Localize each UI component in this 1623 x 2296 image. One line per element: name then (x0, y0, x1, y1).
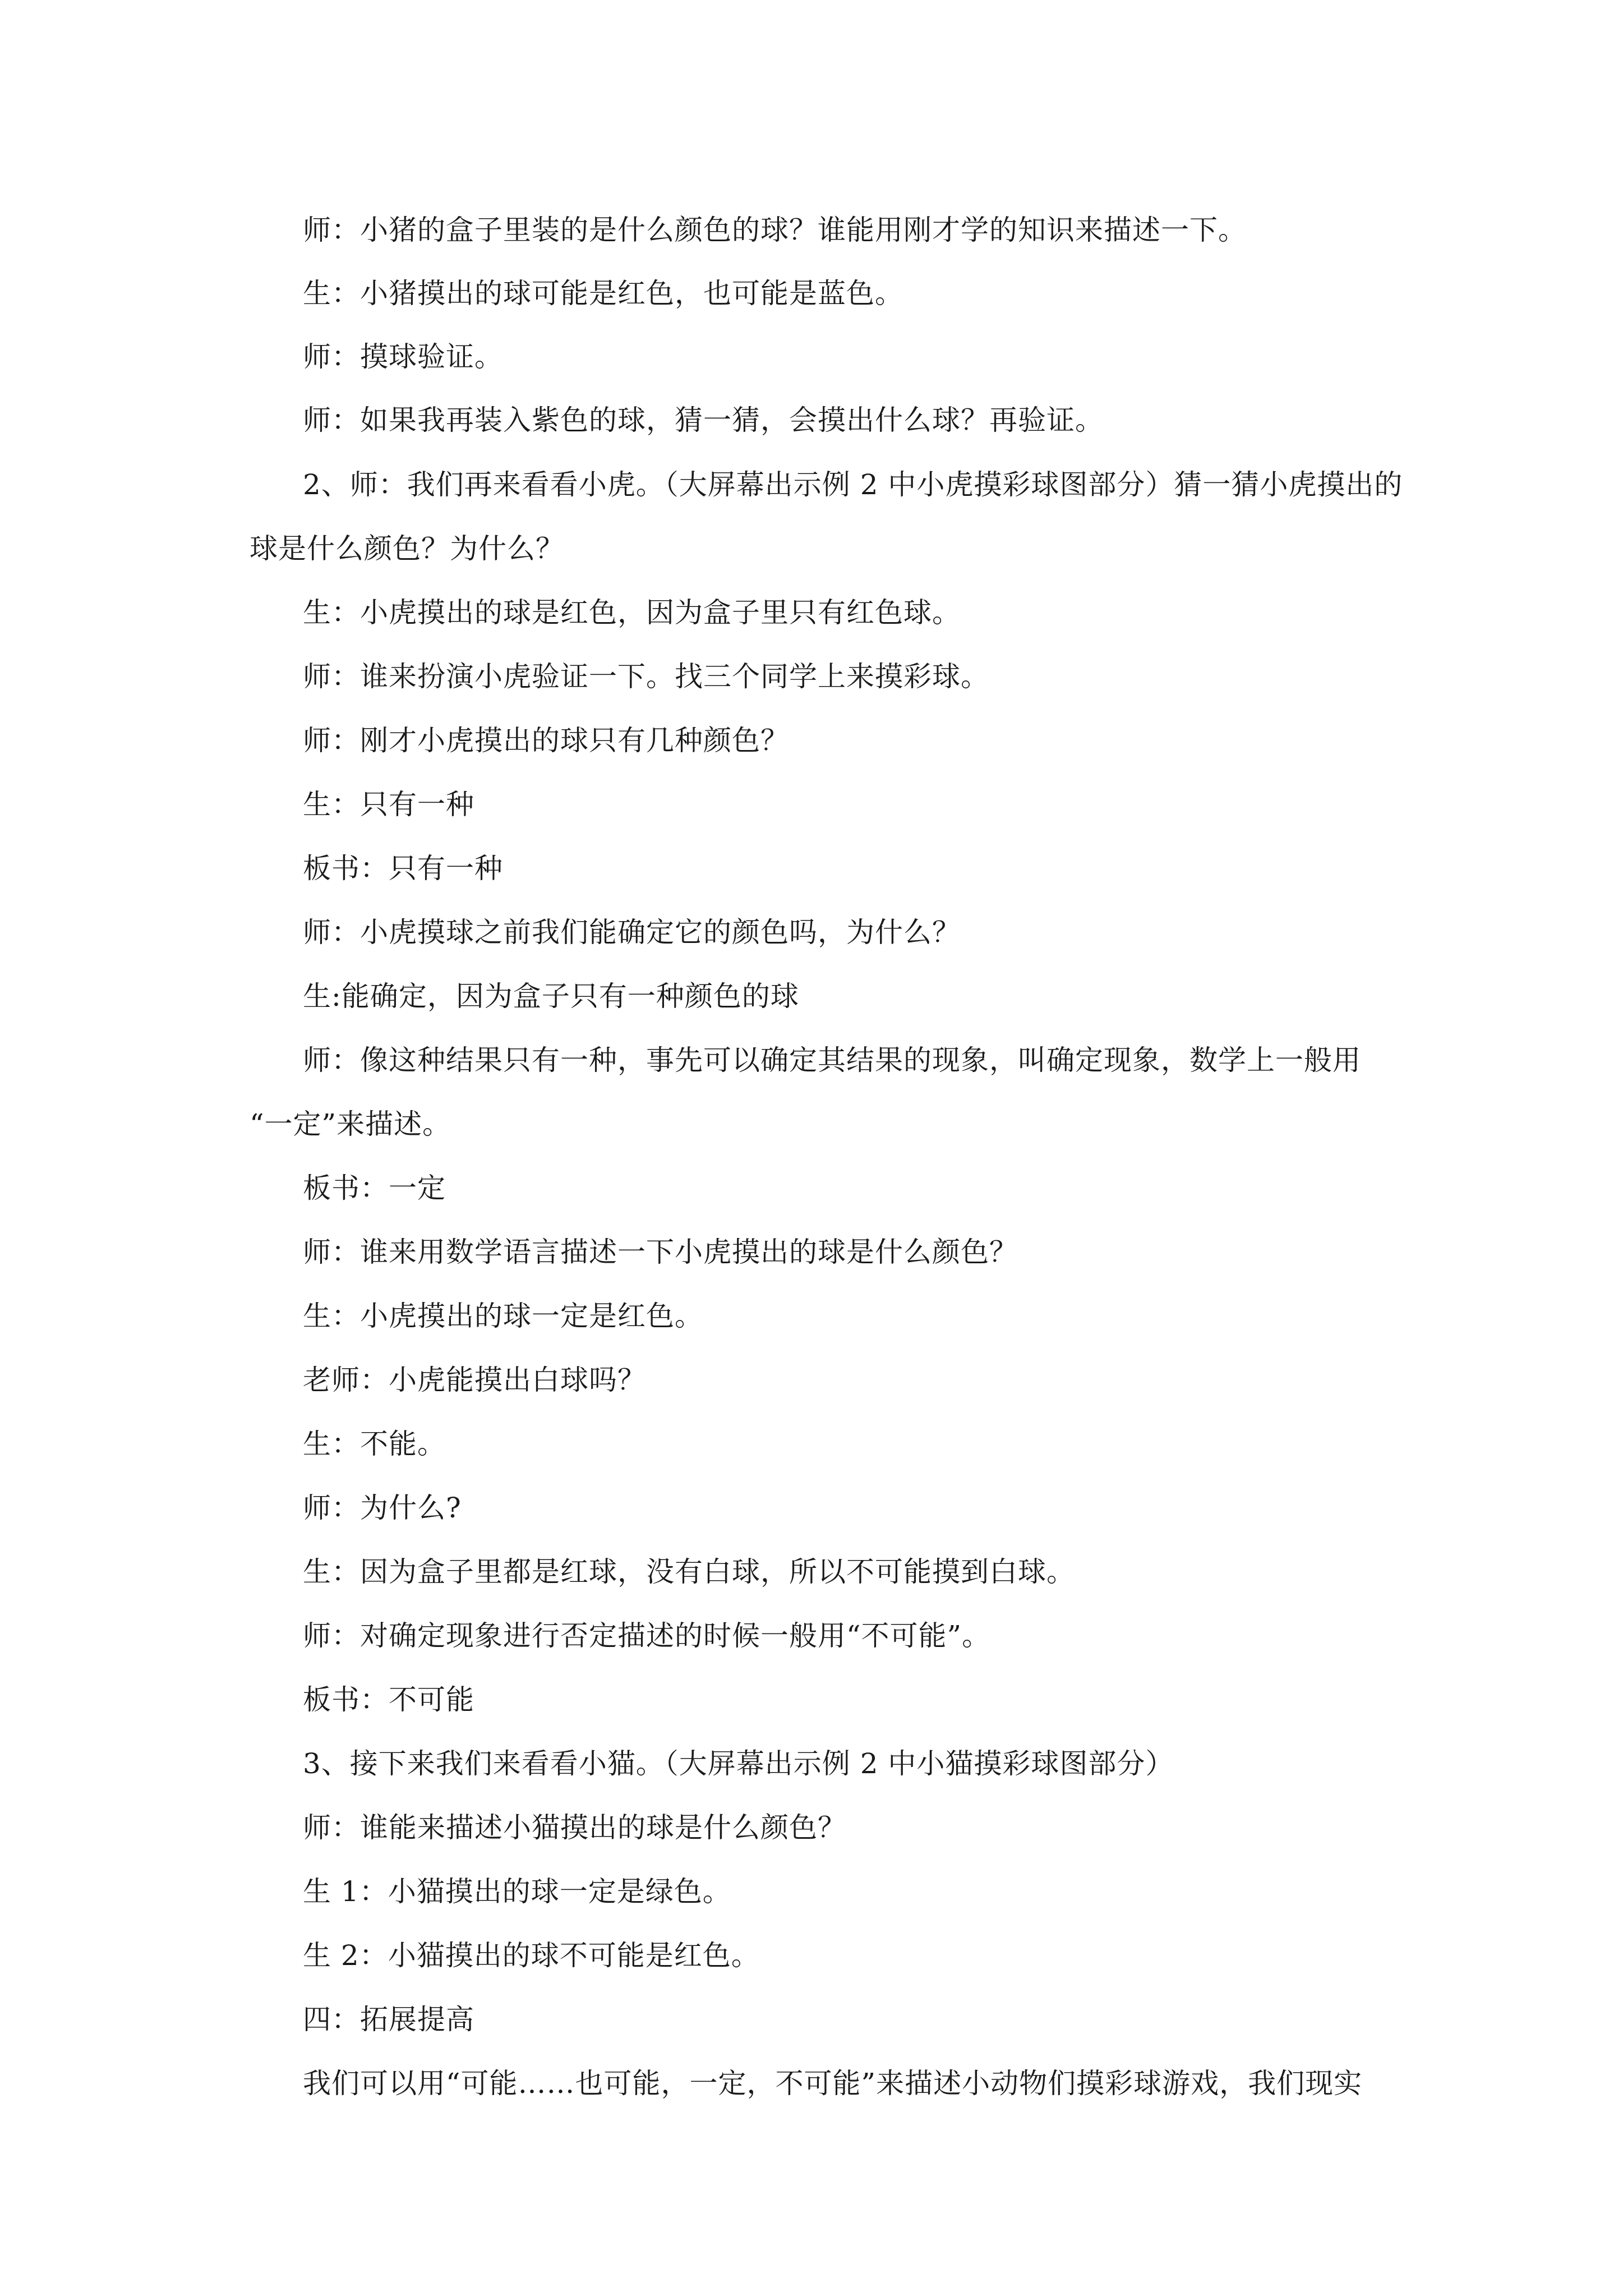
paragraph-line: 板书：只有一种 (303, 852, 503, 885)
paragraph-line: 师：对确定现象进行否定描述的时候一般用“不可能”。 (303, 1619, 991, 1652)
paragraph-line: 师：摸球验证。 (303, 341, 503, 373)
paragraph-line: 板书：一定 (303, 1172, 446, 1204)
paragraph-line: 生：小虎摸出的球一定是红色。 (303, 1300, 703, 1332)
paragraph-line: 生 1：小猫摸出的球一定是绿色。 (303, 1875, 731, 1908)
paragraph-line: 生 2：小猫摸出的球不可能是红色。 (303, 1939, 760, 1972)
paragraph-line: 师：如果我再装入紫色的球，猜一猜，会摸出什么球？再验证。 (303, 404, 1104, 436)
paragraph-line: 生：小猪摸出的球可能是红色，也可能是蓝色。 (303, 277, 903, 310)
paragraph-line: 3、接下来我们来看看小猫。（大屏幕出示例 2 中小猫摸彩球图部分） (303, 1747, 1174, 1780)
paragraph-line: 球是什么颜色？为什么？ (250, 532, 564, 565)
paragraph-line: “一定”来描述。 (250, 1108, 451, 1140)
paragraph-line: 生:能确定，因为盒子只有一种颜色的球 (303, 980, 799, 1013)
paragraph-line: 老师：小虎能摸出白球吗？ (303, 1364, 646, 1396)
paragraph-line: 师：谁来用数学语言描述一下小虎摸出的球是什么颜色？ (303, 1236, 1018, 1268)
paragraph-line: 四：拓展提高 (303, 2003, 474, 2036)
paragraph-line: 生：小虎摸出的球是红色，因为盒子里只有红色球。 (303, 596, 961, 629)
paragraph-line: 师：刚才小虎摸出的球只有几种颜色？ (303, 724, 789, 757)
paragraph-line: 2、师：我们再来看看小虎。（大屏幕出示例 2 中小虎摸彩球图部分）猜一猜小虎摸出的 (303, 468, 1403, 501)
paragraph-line: 师：小猪的盒子里装的是什么颜色的球？谁能用刚才学的知识来描述一下。 (303, 214, 1247, 246)
paragraph-line: 师：谁能来描述小猫摸出的球是什么颜色？ (303, 1811, 846, 1844)
paragraph-line: 师：小虎摸球之前我们能确定它的颜色吗，为什么？ (303, 916, 961, 949)
paragraph-line: 师：谁来扮演小虎验证一下。找三个同学上来摸彩球。 (303, 660, 989, 693)
paragraph-line: 师：像这种结果只有一种，事先可以确定其结果的现象，叫确定现象，数学上一般用 (303, 1044, 1361, 1076)
paragraph-line: 生：只有一种 (303, 788, 474, 821)
paragraph-line: 师：为什么? (303, 1492, 462, 1524)
paragraph-line: 生：因为盒子里都是红球，没有白球，所以不可能摸到白球。 (303, 1556, 1075, 1588)
paragraph-line: 生：不能。 (303, 1428, 446, 1460)
paragraph-line: 板书：不可能 (303, 1683, 474, 1716)
paragraph-line: 我们可以用“可能……也可能，一定，不可能”来描述小动物们摸彩球游戏，我们现实 (303, 2067, 1363, 2100)
